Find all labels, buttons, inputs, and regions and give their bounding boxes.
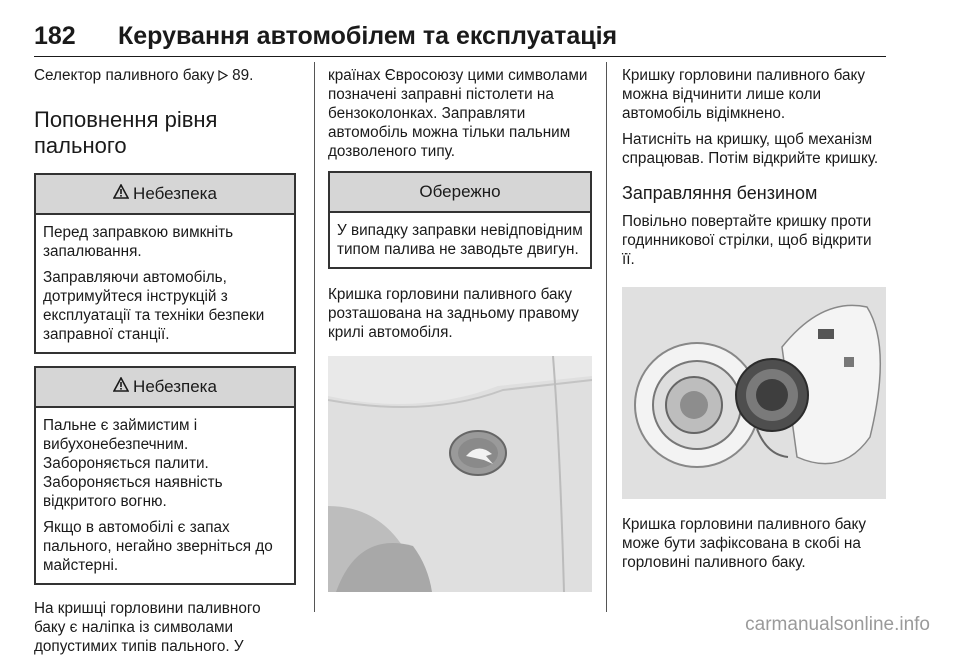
column-2 xyxy=(328,62,592,592)
paragraph: На кришці горловини паливного баку є наліпка із символами допустимих типів пального. У xyxy=(34,600,261,655)
warning-text: Перед заправкою вимкніть запалювання. xyxy=(43,224,234,260)
warning-triangle-icon xyxy=(113,184,129,204)
image-caption: Кришка горловини паливного баку може бути зафіксована в скобі на горловині паливного баку. xyxy=(622,516,867,571)
warning-box-header xyxy=(36,368,294,408)
paragraph: країнах Євросоюзу цими символами позначені заправні пістолети на бензоколонках. Заправляти автомобіль можна тільки пальним дозволеного типу. xyxy=(328,67,588,160)
paragraph: Натисніть на кришку, щоб механізм спрацював. Потім відкрийте кришку. xyxy=(622,131,879,167)
warning-box xyxy=(34,366,296,585)
page-number: 182 xyxy=(34,22,76,50)
fuel-flap-illustration xyxy=(328,356,592,592)
warning-text: Якщо в автомобілі є запах пального, негайно зверніться до майстерні. xyxy=(43,519,273,574)
paragraph: Повільно повертайте кришку проти годинникової стрілки, щоб відкрити її. xyxy=(622,213,872,268)
page-header xyxy=(34,22,886,58)
header-divider xyxy=(34,56,886,57)
paragraph: Кришку горловини паливного баку можна відчинити лише коли автомобіль відімкнено. xyxy=(622,67,866,122)
reference-arrow-icon xyxy=(218,68,232,83)
paragraph: Кришка горловини паливного баку розташована на задньому правому крилі автомобіля. xyxy=(328,286,579,341)
column-divider xyxy=(606,62,607,612)
warning-text: Пальне є займистим і вибухонебезпечним. Забороняється палити. Забороняється наявність відкритого вогню. xyxy=(43,417,223,510)
column-divider xyxy=(314,62,315,612)
caution-box xyxy=(328,171,592,269)
chapter-title: Керування автомобілем та експлуатація xyxy=(118,22,618,50)
fuel-cap-illustration xyxy=(622,287,886,499)
warning-title: Небезпека xyxy=(133,184,217,203)
column-3 xyxy=(622,62,888,572)
caution-title: Обережно xyxy=(419,182,501,201)
watermark: carmanualsonline.info xyxy=(745,614,930,635)
warning-title: Небезпека xyxy=(133,377,217,396)
caution-box-header xyxy=(330,173,590,213)
caution-text: У випадку заправки невідповідним типом палива не заводьте двигун. xyxy=(337,222,583,258)
warning-triangle-icon xyxy=(113,377,129,397)
warning-box-header xyxy=(36,175,294,215)
reference-link[interactable]: 89. xyxy=(232,67,254,84)
column-1 xyxy=(34,62,296,656)
selector-reference: Селектор паливного баку 89. xyxy=(34,67,254,84)
section-title: Поповнення рівня пального xyxy=(34,107,218,158)
warning-text: Заправляючи автомобіль, дотримуйтеся інструкцій з експлуатації та техніки безпеки заправної станції. xyxy=(43,269,265,343)
warning-box xyxy=(34,173,296,354)
subsection-title: Заправляння бензином xyxy=(622,183,818,203)
